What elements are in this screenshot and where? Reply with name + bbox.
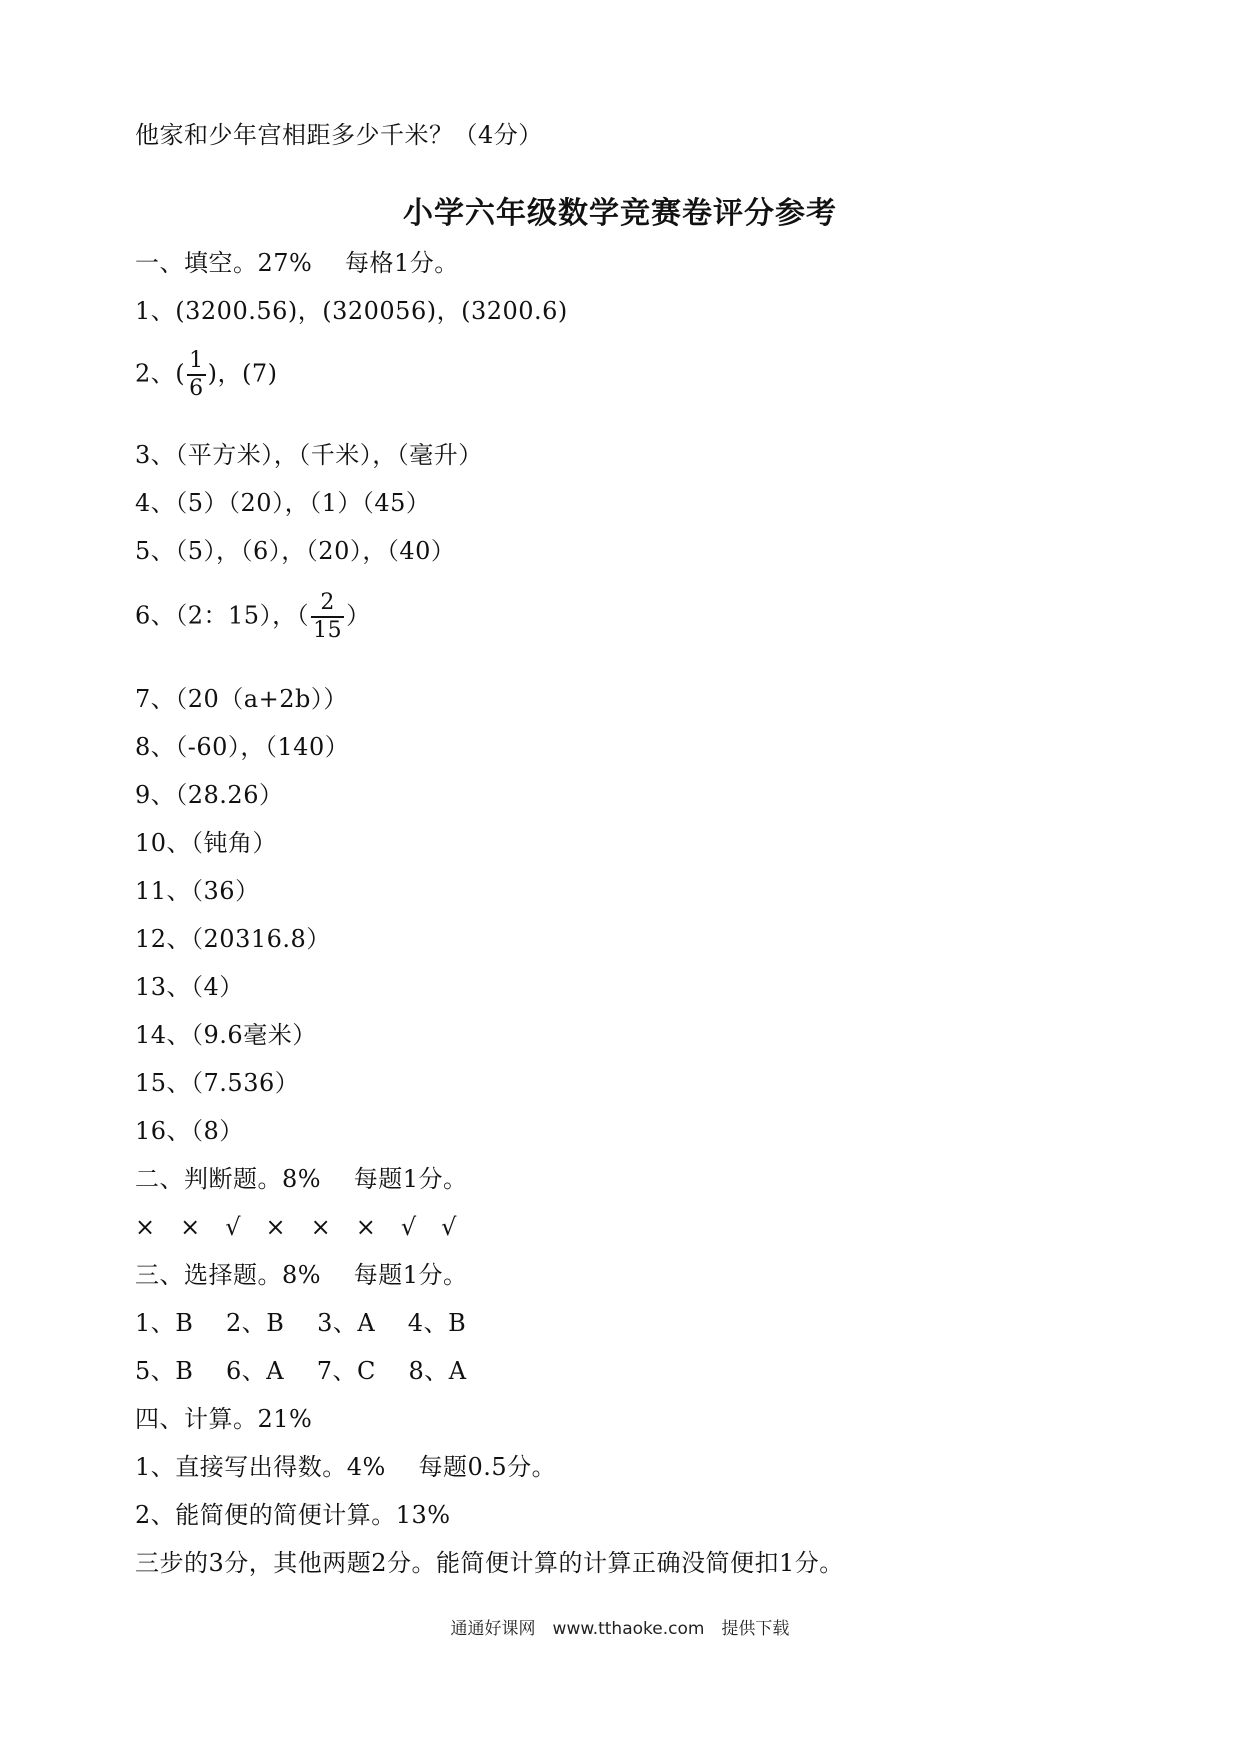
answer-16: 16、（8） xyxy=(135,1117,244,1145)
section-3-heading: 三、选择题。8% 每题1分。 xyxy=(135,1261,468,1289)
fraction-numerator: 2 xyxy=(320,590,335,615)
fraction-denominator: 15 xyxy=(313,618,343,643)
answer-3: 3、（平方米），（千米），（毫升） xyxy=(135,441,483,469)
fraction-numerator: 1 xyxy=(189,348,204,373)
choice-answers-row-2: 5、B 6、A 7、C 8、A xyxy=(135,1357,467,1385)
answer-1: 1、(3200.56)，(320056)，(3200.6) xyxy=(135,297,568,325)
answer-5: 5、（5），（6），（20），（40） xyxy=(135,537,456,565)
answer-2-prefix: 2、( xyxy=(135,359,186,388)
answer-11: 11、（36） xyxy=(135,877,260,905)
calc-item-1: 1、直接写出得数。4% 每题0.5分。 xyxy=(135,1453,557,1481)
answer-8: 8、（-60），（140） xyxy=(135,733,350,761)
question-top-line: 他家和少年宫相距多少千米？（4分） xyxy=(135,121,543,149)
section-1-heading: 一、填空。27% 每格1分。 xyxy=(135,249,459,277)
answer-7: 7、（20（a+2b）） xyxy=(135,685,348,713)
answer-14: 14、（9.6毫米） xyxy=(135,1021,317,1049)
answer-15: 15、（7.536） xyxy=(135,1069,300,1097)
choice-answers-row-1: 1、B 2、B 3、A 4、B xyxy=(135,1309,467,1337)
answer-6-prefix: 6、（2：15），（ xyxy=(135,601,310,630)
answer-9: 9、（28.26） xyxy=(135,781,284,809)
answer-12: 12、（20316.8） xyxy=(135,925,331,953)
true-false-answers: × × √ × × × √ √ xyxy=(135,1213,457,1241)
section-4-heading: 四、计算。21% xyxy=(135,1405,313,1433)
fraction-1-6 xyxy=(187,348,206,402)
answer-13: 13、（4） xyxy=(135,973,244,1001)
section-2-heading: 二、判断题。8% 每题1分。 xyxy=(135,1165,468,1193)
answer-4: 4、（5）（20），（1）（45） xyxy=(135,489,431,517)
page-title: 小学六年级数学竞赛卷评分参考 xyxy=(403,196,837,231)
fraction-denominator: 6 xyxy=(189,376,204,401)
answer-6 xyxy=(135,590,371,644)
footer-source: 通通好课网 www.tthaoke.com 提供下载 xyxy=(450,1619,790,1639)
answer-2 xyxy=(135,348,278,402)
calc-item-2: 2、能简便的简便计算。13% xyxy=(135,1501,451,1529)
answer-10: 10、（钝角） xyxy=(135,829,278,857)
calc-note: 三步的3分，其他两题2分。能简便计算的计算正确没简便扣1分。 xyxy=(135,1549,844,1577)
fraction-2-15 xyxy=(311,590,344,644)
answer-2-suffix: )，(7) xyxy=(207,359,278,388)
answer-6-suffix: ） xyxy=(346,601,371,630)
